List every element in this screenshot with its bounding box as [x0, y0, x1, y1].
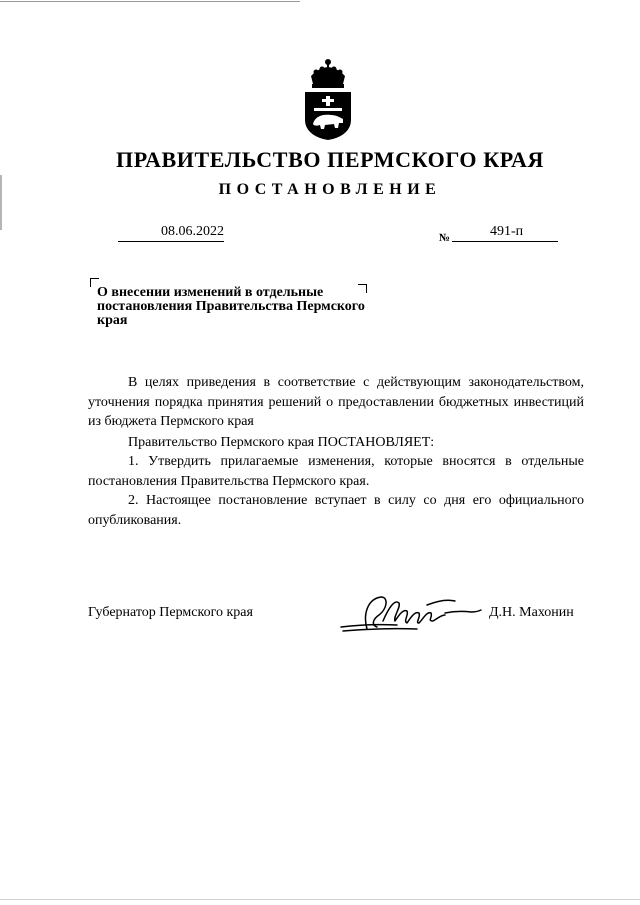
- handwritten-signature-image: [337, 585, 483, 643]
- signatory-position: Губернатор Пермского края: [88, 605, 253, 620]
- document-subject: О внесении изменений в отдельные постановления Правительства Пермского края: [97, 285, 365, 328]
- signatory-name: Д.Н. Махонин: [489, 605, 574, 620]
- document-number: 491-п: [452, 224, 558, 242]
- scan-edge-line-top: [0, 1, 300, 2]
- item-1-paragraph: 1. Утвердить прилагаемые изменения, которые вносятся в отдельные постановления Правительства Пермского края.: [88, 454, 584, 489]
- coat-of-arms-icon: [303, 56, 353, 140]
- scan-edge-line-bottom: [0, 899, 640, 900]
- item-2-paragraph: 2. Настоящее постановление вступает в силу со дня его официального опубликования.: [88, 493, 584, 528]
- document-type: ПОСТАНОВЛЕНИЕ: [218, 181, 442, 198]
- document-number-prefix: №: [439, 232, 451, 244]
- organization-title: ПРАВИТЕЛЬСТВО ПЕРМСКОГО КРАЯ: [116, 147, 544, 172]
- document-date: 08.06.2022: [118, 224, 224, 242]
- document-body: [88, 373, 584, 530]
- intro-paragraph: В целях приведения в соответствие с действующим законодательством, уточнения порядка принятия решений о предоставлении бюджетных инвестиций из бюджета Пермского края: [88, 375, 584, 429]
- decree-paragraph: Правительство Пермского края ПОСТАНОВЛЯЕТ:: [128, 434, 435, 450]
